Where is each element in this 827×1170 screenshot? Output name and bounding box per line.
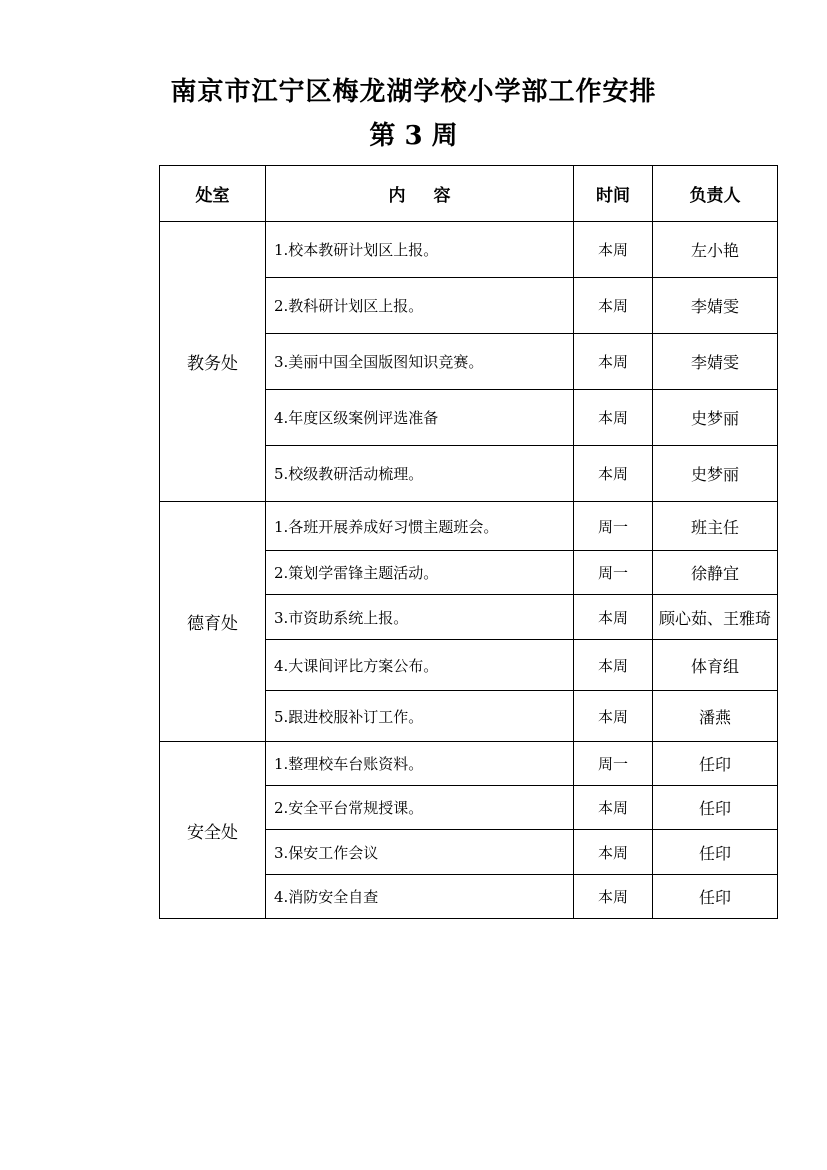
time-cell: 本周 (574, 334, 653, 390)
schedule-table (159, 165, 778, 919)
person-cell: 任印 (653, 830, 778, 875)
table-row (160, 742, 778, 786)
person-cell: 任印 (653, 875, 778, 919)
dept-cell-academic: 教务处 (160, 222, 266, 502)
person-cell: 顾心茹、王雅琦 (653, 595, 778, 640)
person-cell: 左小艳 (653, 222, 778, 278)
time-cell: 周一 (574, 551, 653, 595)
header-person: 负责人 (653, 166, 778, 222)
time-cell: 周一 (574, 502, 653, 551)
table-row (160, 502, 778, 551)
time-cell: 本周 (574, 278, 653, 334)
person-cell: 徐静宜 (653, 551, 778, 595)
header-content-label: 内容 (388, 186, 479, 206)
person-cell: 史梦丽 (653, 446, 778, 502)
header-dept: 处室 (160, 166, 266, 222)
content-cell: 1.校本教研计划区上报。 (266, 222, 574, 278)
person-cell: 潘燕 (653, 691, 778, 742)
dept-cell-moral: 德育处 (160, 502, 266, 742)
header-time: 时间 (574, 166, 653, 222)
content-cell: 4.大课间评比方案公布。 (266, 640, 574, 691)
time-cell: 本周 (574, 390, 653, 446)
time-cell: 本周 (574, 830, 653, 875)
time-cell: 本周 (574, 640, 653, 691)
time-cell: 本周 (574, 786, 653, 830)
content-cell: 4.消防安全自查 (266, 875, 574, 919)
time-cell: 本周 (574, 595, 653, 640)
content-cell: 3.市资助系统上报。 (266, 595, 574, 640)
time-cell: 本周 (574, 875, 653, 919)
content-cell: 1.各班开展养成好习惯主题班会。 (266, 502, 574, 551)
content-cell: 1.整理校车台账资料。 (266, 742, 574, 786)
content-cell: 4.年度区级案例评选准备 (266, 390, 574, 446)
table-row (160, 222, 778, 278)
person-cell: 史梦丽 (653, 390, 778, 446)
person-cell: 任印 (653, 786, 778, 830)
content-cell: 3.美丽中国全国版图知识竞赛。 (266, 334, 574, 390)
time-cell: 本周 (574, 446, 653, 502)
person-cell: 体育组 (653, 640, 778, 691)
content-cell: 3.保安工作会议 (266, 830, 574, 875)
header-row (160, 166, 778, 222)
content-cell: 2.策划学雷锋主题活动。 (266, 551, 574, 595)
content-cell: 5.跟进校服补订工作。 (266, 691, 574, 742)
document-title: 南京市江宁区梅龙湖学校小学部工作安排 (170, 77, 657, 107)
person-cell: 任印 (653, 742, 778, 786)
content-cell: 5.校级教研活动梳理。 (266, 446, 574, 502)
person-cell: 李婧雯 (653, 334, 778, 390)
header-content (266, 166, 574, 222)
time-cell: 本周 (574, 691, 653, 742)
person-cell: 李婧雯 (653, 278, 778, 334)
dept-cell-safety: 安全处 (160, 742, 266, 919)
time-cell: 周一 (574, 742, 653, 786)
week-label: 第 3 周 (369, 121, 458, 151)
time-cell: 本周 (574, 222, 653, 278)
person-cell: 班主任 (653, 502, 778, 551)
content-cell: 2.安全平台常规授课。 (266, 786, 574, 830)
content-cell: 2.教科研计划区上报。 (266, 278, 574, 334)
